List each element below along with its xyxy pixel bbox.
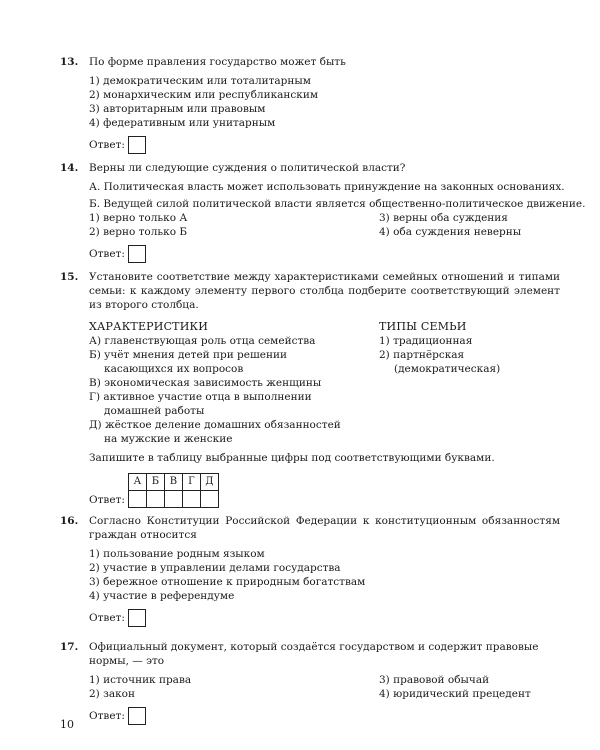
family-type-line-cont: (демократическая) xyxy=(394,363,501,375)
characteristic-line-cont: касающихся их вопросов xyxy=(104,363,244,375)
table-letter-v: В xyxy=(164,474,182,491)
answer-row xyxy=(89,707,560,725)
characteristic-a xyxy=(89,334,379,348)
family-type-2 xyxy=(379,348,579,376)
family-types-header: ТИПЫ СЕМЬИ xyxy=(379,320,467,333)
table-instruction: Запишите в таблицу выбранные цифры под соответствующими буквами. xyxy=(89,452,495,464)
question-15 xyxy=(60,270,560,508)
option-2: 2) закон xyxy=(89,688,135,700)
question-17 xyxy=(60,640,560,725)
answer-box[interactable] xyxy=(128,609,146,627)
table-letter-d: Д xyxy=(200,474,218,491)
family-type-line: 1) традиционная xyxy=(379,335,473,347)
question-stem: Верны ли следующие суждения о политической власти? xyxy=(89,162,406,174)
question-number: 16. xyxy=(60,515,79,527)
option-1: 1) верно только А xyxy=(89,212,188,224)
statement-b: Б. Ведущей силой политической власти является общественно-политическое движение. xyxy=(89,198,586,210)
question-number: 15. xyxy=(60,271,79,283)
answer-box[interactable] xyxy=(128,136,146,154)
characteristic-line-cont: домашней работы xyxy=(104,405,205,417)
answer-table-input-row xyxy=(128,491,218,508)
answer-label: Ответ: xyxy=(89,612,125,624)
option-3: 3) бережное отношение к природным богатствам xyxy=(89,576,366,588)
answer-table-header-row xyxy=(128,474,218,491)
option-2: 2) верно только Б xyxy=(89,226,188,238)
answer-cell-v[interactable] xyxy=(164,491,182,508)
answer-cell-b[interactable] xyxy=(146,491,164,508)
option-2: 2) монархическим или республиканским xyxy=(89,89,319,101)
answer-label: Ответ: xyxy=(89,248,125,260)
answer-cell-g[interactable] xyxy=(182,491,200,508)
answer-label: Ответ: xyxy=(89,710,125,722)
option-1: 1) демократическим или тоталитарным xyxy=(89,75,311,87)
statement-a: А. Политическая власть может использовать принуждение на законных основаниях. xyxy=(89,181,565,193)
answer-label: Ответ: xyxy=(89,493,125,506)
characteristic-line: Б) учёт мнения детей при решении xyxy=(89,349,287,361)
question-16 xyxy=(60,514,560,627)
characteristic-d xyxy=(89,418,379,446)
answer-row xyxy=(89,473,560,508)
table-letter-a: А xyxy=(128,474,146,491)
answer-row xyxy=(89,245,560,263)
answer-label: Ответ: xyxy=(89,139,125,151)
question-number: 13. xyxy=(60,56,79,68)
family-types-column xyxy=(379,320,579,446)
characteristic-line: Д) жёсткое деление домашних обязанностей xyxy=(89,419,341,431)
question-stem: По форме правления государство может быть xyxy=(89,56,346,68)
table-letter-b: Б xyxy=(146,474,164,491)
answer-row xyxy=(89,136,560,154)
characteristic-b xyxy=(89,348,379,376)
answer-table xyxy=(128,473,219,508)
option-3: 3) авторитарным или правовым xyxy=(89,103,266,115)
option-4: 4) федеративным или унитарным xyxy=(89,117,276,129)
option-4: 4) оба суждения неверны xyxy=(379,226,522,238)
option-4: 4) участие в референдуме xyxy=(89,590,235,602)
question-number: 17. xyxy=(60,641,79,653)
option-3: 3) верны оба суждения xyxy=(379,212,508,224)
option-4: 4) юридический прецедент xyxy=(379,688,531,700)
characteristics-column xyxy=(89,320,379,446)
answer-box[interactable] xyxy=(128,707,146,725)
question-stem: Установите соответствие между характеристиками семейных отношений и типами семьи: к каждому элементу первого столбца подберите соответствующий элемент из второго столбца. xyxy=(89,271,560,311)
question-stem: Согласно Конституции Российской Федерации к конституционным обязанностям граждан относится xyxy=(89,515,560,541)
answer-cell-a[interactable] xyxy=(128,491,146,508)
characteristic-g xyxy=(89,390,379,418)
option-1: 1) источник права xyxy=(89,674,192,686)
characteristic-line: В) экономическая зависимость женщины xyxy=(89,377,322,389)
family-type-line: 2) партнёрская xyxy=(379,349,465,361)
characteristic-line-cont: на мужские и женские xyxy=(104,433,233,445)
question-number: 14. xyxy=(60,162,79,174)
question-stem: Официальный документ, который создаётся государством и содержит правовые нормы, — это xyxy=(89,641,539,667)
answer-box[interactable] xyxy=(128,245,146,263)
characteristics-header: ХАРАКТЕРИСТИКИ xyxy=(89,320,209,333)
question-13 xyxy=(60,55,560,154)
option-2: 2) участие в управлении делами государства xyxy=(89,562,341,574)
question-14 xyxy=(60,161,586,263)
characteristic-line: А) главенствующая роль отца семейства xyxy=(89,335,316,347)
family-type-1 xyxy=(379,334,579,348)
table-letter-g: Г xyxy=(182,474,200,491)
option-1: 1) пользование родным языком xyxy=(89,548,265,560)
characteristic-line: Г) активное участие отца в выполнении xyxy=(89,391,312,403)
characteristic-v xyxy=(89,376,379,390)
option-3: 3) правовой обычай xyxy=(379,674,490,686)
answer-cell-d[interactable] xyxy=(200,491,218,508)
page-number: 10 xyxy=(60,718,74,731)
answer-row xyxy=(89,609,560,627)
